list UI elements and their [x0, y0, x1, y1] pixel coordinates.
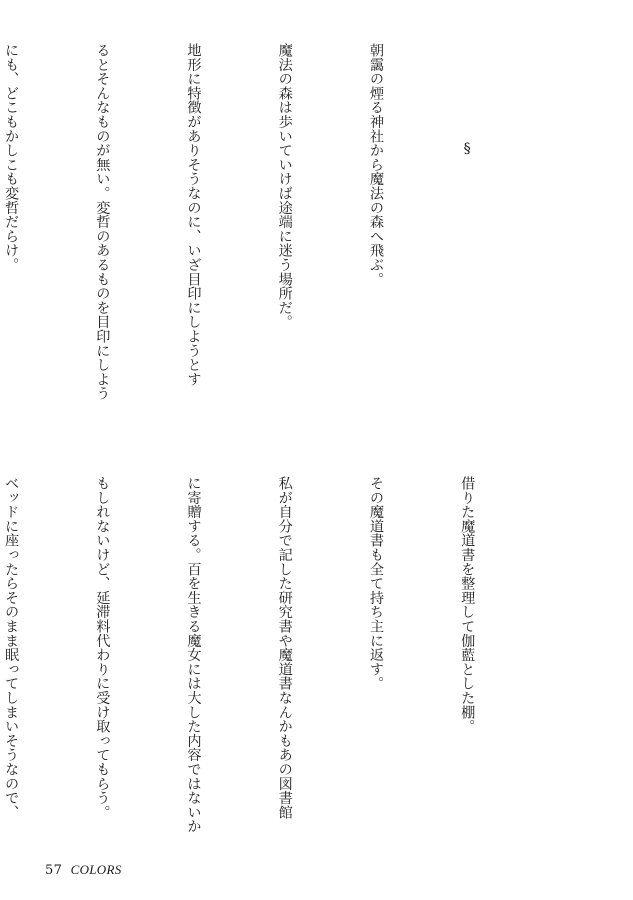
upper-text-block: [3, 43, 543, 413]
page-number: 57: [45, 863, 63, 878]
text-line: 魔法の森は歩いていけば途端に迷う場所だ。: [276, 43, 293, 329]
section-mark: §: [459, 141, 476, 158]
text-line: るとそんなものが無い。変哲のあるものを目印にしよう: [94, 43, 111, 401]
page-footer: [45, 862, 122, 878]
text-line: 朝靄の煙る神社から魔法の森へ飛ぶ。: [367, 43, 384, 287]
text-line: に寄贈する。百を生きる魔女には大した内容ではないか: [185, 476, 202, 834]
text-line: 地形に特徴がありそうなのに、いざ目印にしようとす: [185, 43, 202, 387]
journal-title: COLORS: [70, 862, 122, 877]
text-line: その魔道書も全て持ち主に返す。: [367, 476, 384, 691]
text-line: もしれないけど、延滞料代わりに受け取ってもらう。: [94, 476, 111, 820]
text-line: ベッドに座ったらそのまま眠ってしまいそうなので、: [3, 476, 20, 820]
text-line: 私が自分で記した研究書や魔道書なんかもあの図書館: [276, 476, 293, 820]
text-line: 借りた魔道書を整理して伽藍とした棚。: [459, 476, 476, 734]
text-line: にも、どこもかしこも変哲だらけ。: [3, 43, 20, 272]
lower-text-block: [3, 476, 543, 866]
